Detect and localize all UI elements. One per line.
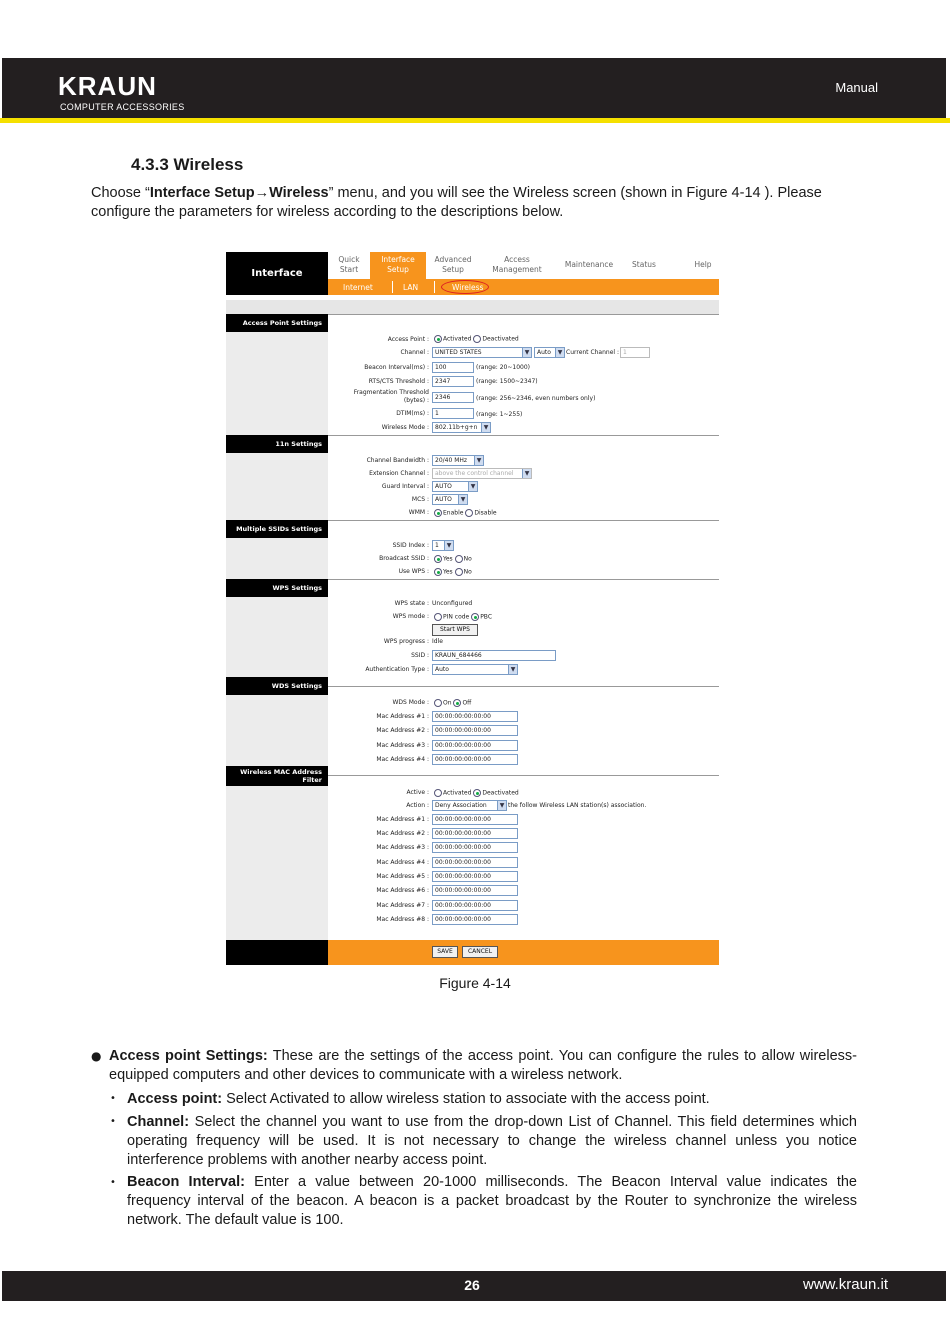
beacon-interval-paragraph: Beacon Interval: Enter a value between 20-1000 milliseconds. The Beacon Interval value indicates the frequency interval of the beacon. A beacon is a packet broadcast by the Router to synchronize the wireless network. The default value is 100. xyxy=(127,1174,857,1228)
chevron-down-icon: ▼ xyxy=(522,469,531,478)
wps-state-value: Unconfigured xyxy=(432,600,473,607)
mac-filter-label: Mac Address #4 : xyxy=(376,859,429,866)
wds-mac-label: Mac Address #2 : xyxy=(376,727,429,734)
section-mac-filter: Wireless MAC Address Filter xyxy=(226,766,328,786)
rts-threshold-label: RTS/CTS Threshold : xyxy=(368,378,429,385)
access-point-radio-group[interactable]: Activated Deactivated xyxy=(434,335,519,343)
use-wps-label: Use WPS : xyxy=(398,568,429,575)
gray-spacer-bar xyxy=(226,300,719,314)
bullet-dot: • xyxy=(110,1177,116,1188)
ssid-index-select[interactable]: 1 ▼ xyxy=(432,540,454,551)
mac-filter-label: Mac Address #2 : xyxy=(376,830,429,837)
footer-left-block xyxy=(226,940,328,965)
mac-action-label: Action : xyxy=(406,802,429,809)
start-wps-button[interactable]: Start WPS xyxy=(432,624,478,636)
chevron-down-icon: ▼ xyxy=(522,348,531,357)
manual-label: Manual xyxy=(835,80,878,95)
deactivated-radio[interactable] xyxy=(473,335,481,343)
wds-mode-radio-group[interactable]: On Off xyxy=(434,699,471,707)
mac-filter-label: Mac Address #7 : xyxy=(376,902,429,909)
website-link[interactable]: www.kraun.it xyxy=(802,1276,888,1293)
nav-status[interactable]: Status xyxy=(632,260,656,269)
broadcast-yes-radio[interactable] xyxy=(434,555,442,563)
section-divider xyxy=(328,686,719,687)
chevron-down-icon: ▼ xyxy=(444,541,453,550)
mac-activated-radio[interactable] xyxy=(434,789,442,797)
wireless-mode-select[interactable]: 802.11b+g+n ▼ xyxy=(432,422,491,433)
ssid-index-label: SSID Index : xyxy=(392,542,429,549)
wds-on-radio[interactable] xyxy=(434,699,442,707)
wps-state-label: WPS state : xyxy=(394,600,429,607)
mac-filter-input[interactable]: 00:00:00:00:00:00 xyxy=(432,885,518,896)
current-channel-label: Current Channel : xyxy=(566,349,620,356)
subnav-divider xyxy=(392,281,393,293)
section-divider xyxy=(328,314,719,315)
use-wps-no-radio[interactable] xyxy=(455,568,463,576)
wds-mac-input[interactable]: 00:00:00:00:00:00 xyxy=(432,725,518,736)
save-button[interactable]: SAVE xyxy=(432,946,458,958)
ap-settings-paragraph: Access point Settings: These are the settings of the access point. You can configure the rules to allow wireless-equipped computers and other devices to communicate with a wireless network. xyxy=(109,1048,857,1083)
section-divider xyxy=(328,579,719,580)
activated-radio[interactable] xyxy=(434,335,442,343)
mac-active-radio-group[interactable]: Activated Deactivated xyxy=(434,789,519,797)
mac-filter-input[interactable]: 00:00:00:00:00:00 xyxy=(432,914,518,925)
channel-label: Channel : xyxy=(400,349,429,356)
subnav-internet[interactable]: Internet xyxy=(343,283,373,292)
wds-mac-input[interactable]: 00:00:00:00:00:00 xyxy=(432,711,518,722)
chevron-down-icon: ▼ xyxy=(497,801,506,810)
frag-threshold-unit: (bytes) : xyxy=(403,397,429,404)
section-11n-settings: 11n Settings xyxy=(226,435,328,453)
wps-mode-radio-group[interactable]: PIN code PBC xyxy=(434,613,492,621)
mac-filter-input[interactable]: 00:00:00:00:00:00 xyxy=(432,857,518,868)
mac-filter-label: Mac Address #5 : xyxy=(376,873,429,880)
wmm-radio-group[interactable]: Enable Disable xyxy=(434,509,497,517)
wds-mac-label: Mac Address #3 : xyxy=(376,742,429,749)
extension-channel-select: above the control channel ▼ xyxy=(432,468,532,479)
mcs-select[interactable]: AUTO ▼ xyxy=(432,494,468,505)
wds-mac-label: Mac Address #1 : xyxy=(376,713,429,720)
auth-type-select[interactable]: Auto ▼ xyxy=(432,664,518,675)
mac-filter-input[interactable]: 00:00:00:00:00:00 xyxy=(432,814,518,825)
channel-paragraph: Channel: Select the channel you want to use from the drop-down List of Channel. This field determines which operating frequency will be used. It is not necessary to change the wireless channel unless you notice interference problems with another nearby access point. xyxy=(127,1114,857,1168)
mac-active-label: Active : xyxy=(406,789,429,796)
section-divider xyxy=(328,520,719,521)
use-wps-radio-group[interactable]: Yes No xyxy=(434,568,472,576)
rts-range: (range: 1500~2347) xyxy=(476,378,538,385)
broadcast-ssid-radio-group[interactable]: Yes No xyxy=(434,555,472,563)
pin-code-radio[interactable] xyxy=(434,613,442,621)
mac-deactivated-radio[interactable] xyxy=(473,789,481,797)
chevron-down-icon: ▼ xyxy=(555,348,564,357)
wmm-enable-radio[interactable] xyxy=(434,509,442,517)
wds-mac-input[interactable]: 00:00:00:00:00:00 xyxy=(432,740,518,751)
use-wps-yes-radio[interactable] xyxy=(434,568,442,576)
left-column xyxy=(226,314,328,965)
router-screenshot xyxy=(226,252,719,965)
wmm-label: WMM : xyxy=(408,509,429,516)
nav-advanced-setup[interactable]: Advanced Setup xyxy=(434,255,472,274)
nav-title: Interface xyxy=(226,252,328,295)
section-divider xyxy=(328,435,719,436)
channel-select[interactable]: UNITED STATES ▼ xyxy=(432,347,532,358)
wps-mode-label: WPS mode : xyxy=(392,613,429,620)
sub-nav-bar xyxy=(328,279,719,295)
nav-help[interactable]: Help xyxy=(694,260,712,269)
section-title: 4.3.3 Wireless xyxy=(131,155,244,174)
mac-filter-input[interactable]: 00:00:00:00:00:00 xyxy=(432,871,518,882)
mac-filter-label: Mac Address #6 : xyxy=(376,887,429,894)
subnav-divider xyxy=(434,281,435,293)
section-access-point-settings: Access Point Settings xyxy=(226,314,328,332)
extension-channel-label: Extension Channel : xyxy=(369,470,429,477)
broadcast-no-radio[interactable] xyxy=(455,555,463,563)
ssid-label: SSID : xyxy=(411,652,429,659)
highlight-circle xyxy=(441,280,489,294)
section-multiple-ssids: Multiple SSIDs Settings xyxy=(226,520,328,538)
wireless-mode-label: Wireless Mode : xyxy=(381,424,429,431)
chevron-down-icon: ▼ xyxy=(458,495,467,504)
chevron-down-icon: ▼ xyxy=(508,665,517,674)
section-wps-settings: WPS Settings xyxy=(226,579,328,597)
pbc-radio[interactable] xyxy=(471,613,479,621)
mac-filter-input[interactable]: 00:00:00:00:00:00 xyxy=(432,828,518,839)
current-channel-field: 1 xyxy=(620,347,650,358)
header-accent-stripe xyxy=(0,118,950,123)
intro-paragraph: Choose “Interface Setup→Wireless” menu, and you will see the Wireless screen (shown in Figure 4-14 ). Please configure the parameters for wireless according to the descriptions below. xyxy=(91,185,822,220)
nav-maintenance[interactable]: Maintenance xyxy=(564,260,614,269)
bullet-dot: • xyxy=(110,1116,116,1127)
wds-mode-label: WDS Mode : xyxy=(392,699,429,706)
mcs-label: MCS : xyxy=(411,496,429,503)
nav-interface-setup[interactable]: Interface Setup xyxy=(370,252,426,279)
broadcast-ssid-label: Broadcast SSID : xyxy=(379,555,429,562)
kraun-logo: KRAUN xyxy=(58,71,157,101)
dtim-input[interactable]: 1 xyxy=(432,408,474,419)
guard-interval-select[interactable]: AUTO ▼ xyxy=(432,481,478,492)
mac-action-description: the follow Wireless LAN station(s) association. xyxy=(508,802,647,809)
beacon-interval-input[interactable]: 100 xyxy=(432,362,474,373)
chevron-down-icon: ▼ xyxy=(468,482,477,491)
cancel-button[interactable]: CANCEL xyxy=(462,946,498,958)
bullet-dot: • xyxy=(110,1093,116,1104)
mac-filter-input[interactable]: 00:00:00:00:00:00 xyxy=(432,842,518,853)
auth-type-label: Authentication Type : xyxy=(365,666,429,673)
beacon-interval-label: Beacon Interval(ms) : xyxy=(364,364,429,371)
wds-mac-label: Mac Address #4 : xyxy=(376,756,429,763)
wps-progress-label: WPS progress : xyxy=(383,638,429,645)
chevron-down-icon: ▼ xyxy=(474,456,483,465)
frag-threshold-label: Fragmentation Threshold xyxy=(353,389,429,396)
dtim-range: (range: 1~255) xyxy=(476,411,523,418)
channel-auto-select[interactable]: Auto ▼ xyxy=(534,347,565,358)
bullet-dot: ● xyxy=(91,1049,102,1063)
section-wds-settings: WDS Settings xyxy=(226,677,328,695)
wds-off-radio[interactable] xyxy=(453,699,461,707)
mac-action-select[interactable]: Deny Association ▼ xyxy=(432,800,507,811)
mac-filter-label: Mac Address #1 : xyxy=(376,816,429,823)
logo-subtitle: COMPUTER ACCESSORIES xyxy=(60,102,185,112)
chevron-down-icon: ▼ xyxy=(481,423,490,432)
frag-threshold-input[interactable]: 2346 xyxy=(432,392,474,403)
access-point-label: Access Point : xyxy=(387,336,429,343)
dtim-label: DTIM(ms) : xyxy=(396,410,429,417)
mac-filter-input[interactable]: 00:00:00:00:00:00 xyxy=(432,900,518,911)
footer-action-bar xyxy=(328,940,719,965)
subnav-wireless[interactable]: Wireless xyxy=(452,283,484,292)
page-number: 26 xyxy=(464,1277,480,1293)
nav-quick-start[interactable]: Quick Start xyxy=(338,255,360,274)
access-point-paragraph: Access point: Select Activated to allow wireless station to associate with the access point. xyxy=(127,1091,710,1107)
guard-interval-label: Guard Interval : xyxy=(381,483,429,490)
wds-mac-input[interactable]: 00:00:00:00:00:00 xyxy=(432,754,518,765)
channel-bandwidth-label: Channel Bandwidth : xyxy=(366,457,429,464)
mac-filter-label: Mac Address #8 : xyxy=(376,916,429,923)
frag-range: (range: 256~2346, even numbers only) xyxy=(476,395,596,402)
mac-filter-label: Mac Address #3 : xyxy=(376,844,429,851)
nav-access-management[interactable]: Access Management xyxy=(492,255,542,274)
ssid-input[interactable]: KRAUN_684466 xyxy=(432,650,556,661)
wmm-disable-radio[interactable] xyxy=(465,509,473,517)
subnav-lan[interactable]: LAN xyxy=(403,283,419,292)
section-divider xyxy=(328,775,719,776)
rts-threshold-input[interactable]: 2347 xyxy=(432,376,474,387)
channel-bandwidth-select[interactable]: 20/40 MHz ▼ xyxy=(432,455,484,466)
beacon-range: (range: 20~1000) xyxy=(476,364,530,371)
wps-progress-value: Idle xyxy=(432,638,443,645)
figure-caption: Figure 4-14 xyxy=(439,975,511,991)
